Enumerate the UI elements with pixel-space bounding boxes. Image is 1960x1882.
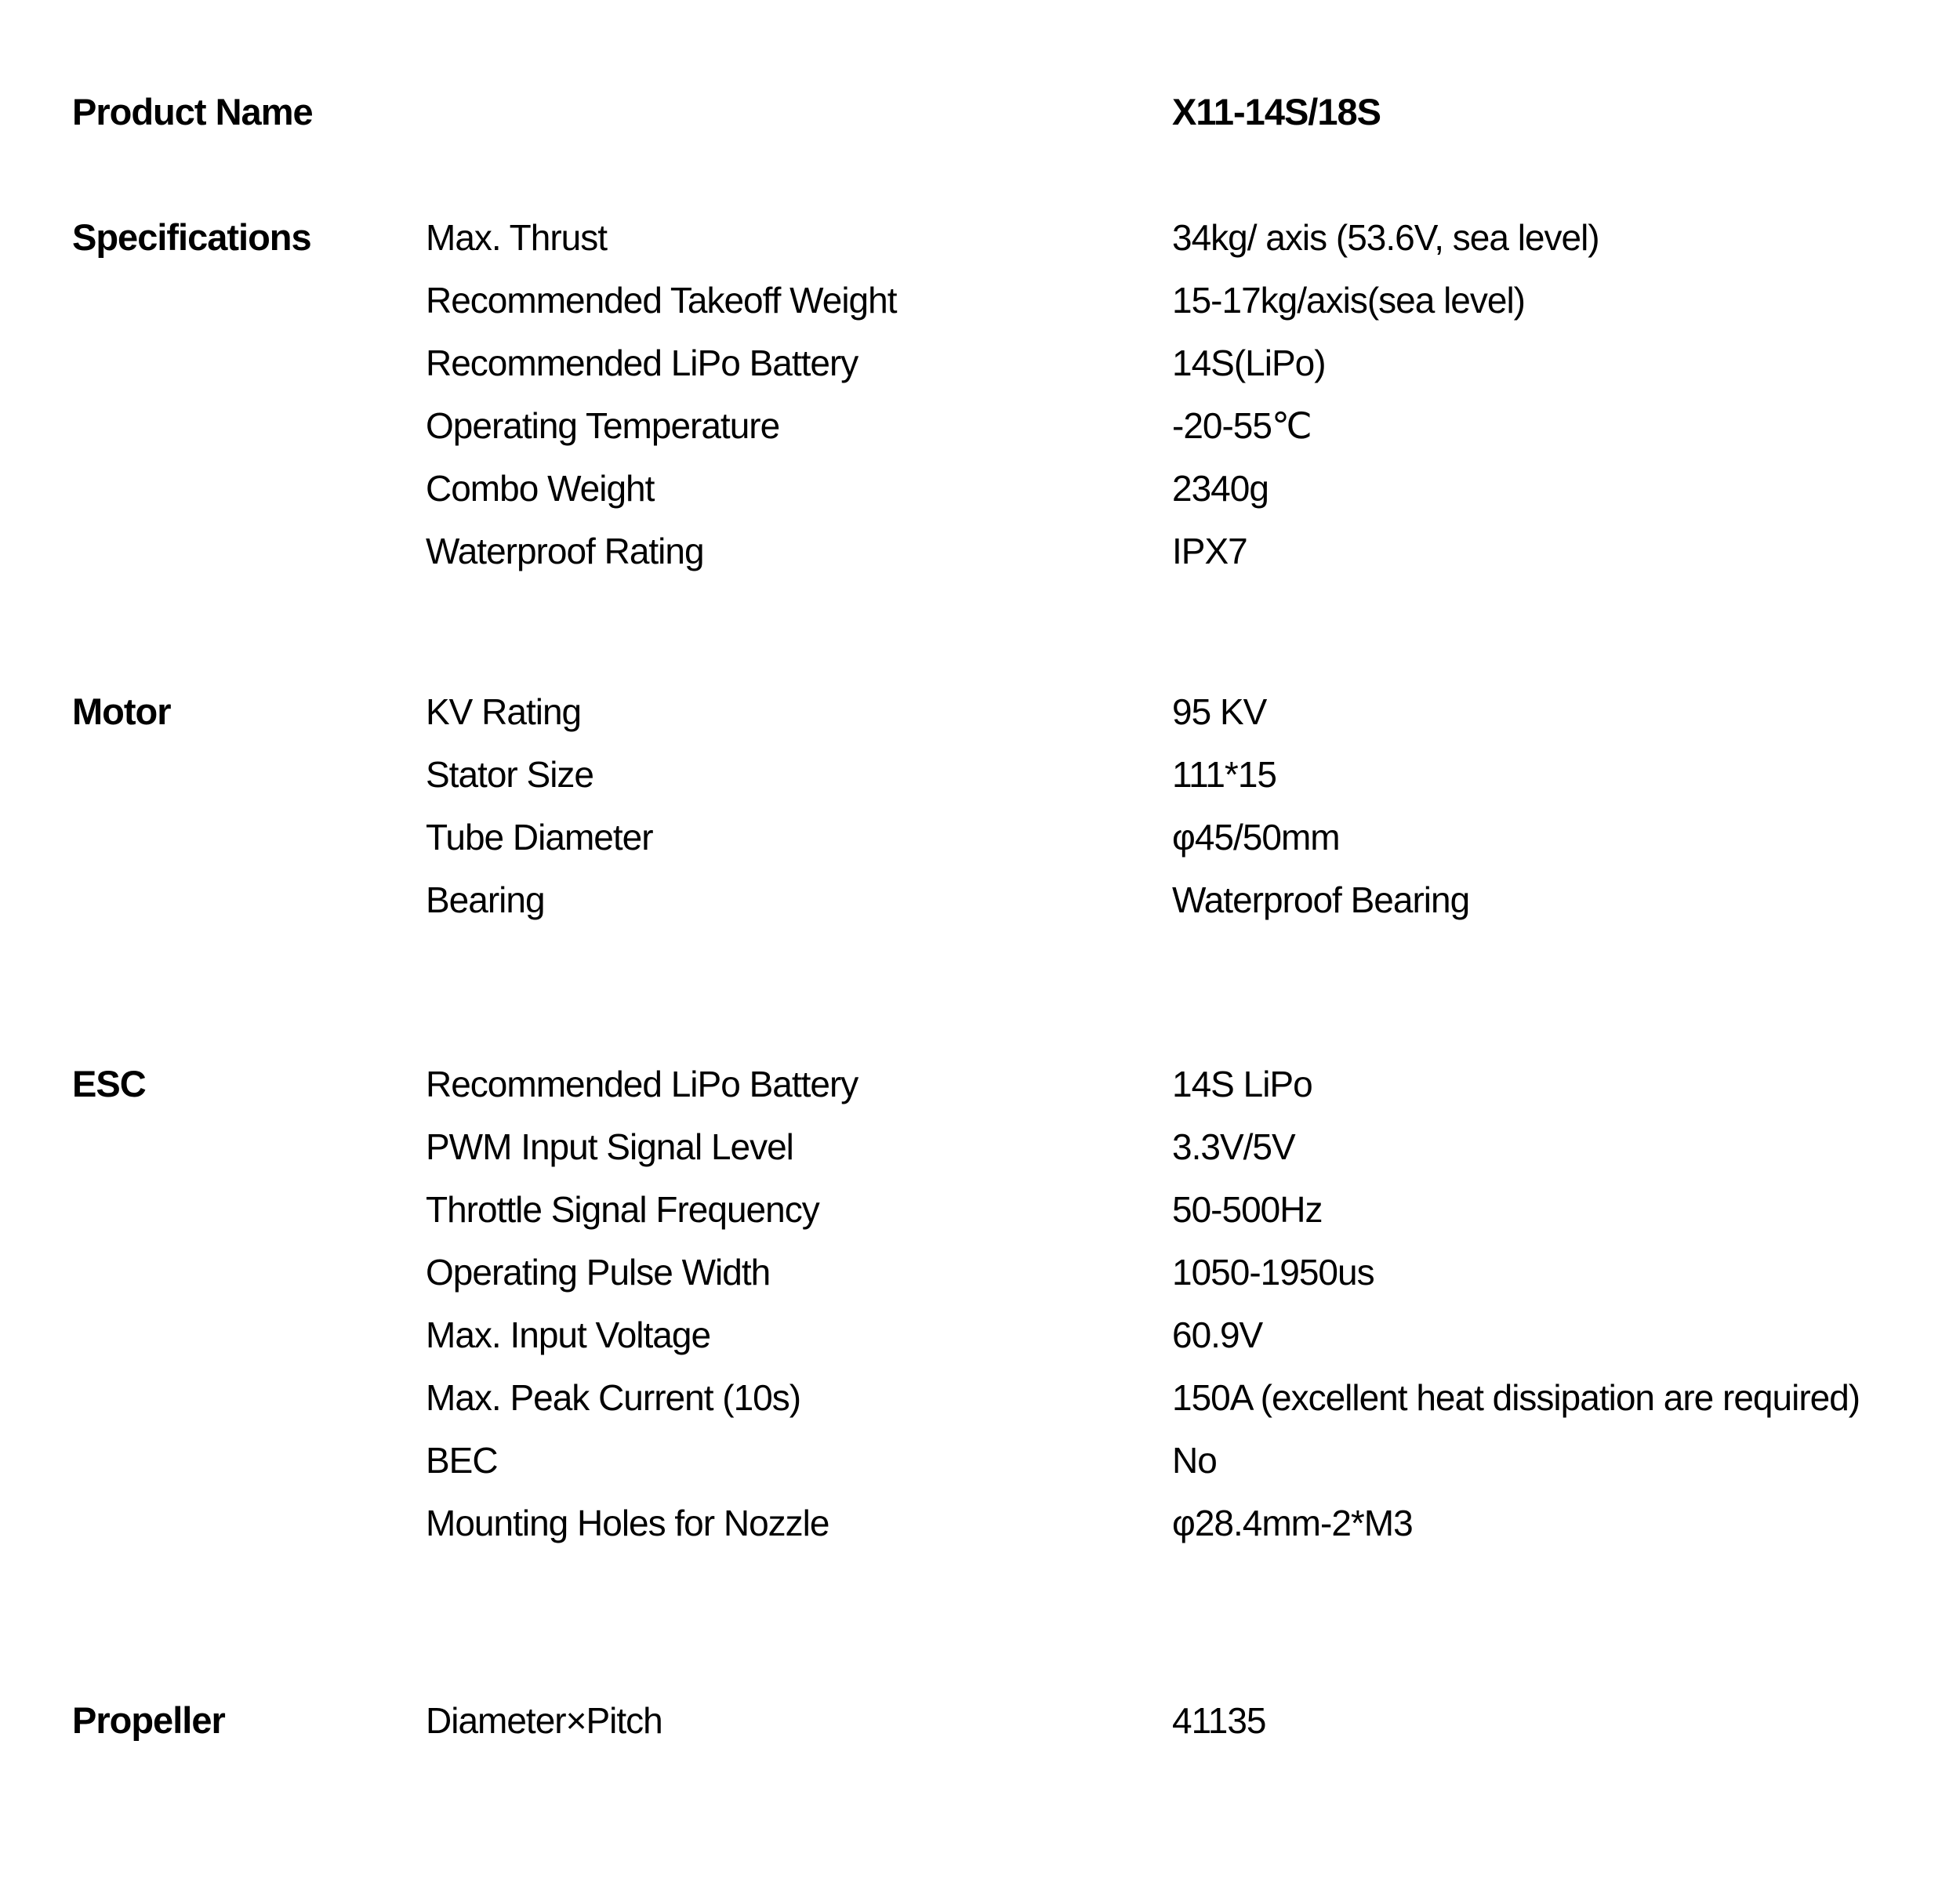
- spec-value: 2340g: [1172, 468, 1269, 509]
- spec-label: Throttle Signal Frequency: [426, 1189, 819, 1230]
- section-title-motor: Motor: [72, 691, 171, 732]
- spec-label: Mounting Holes for Nozzle: [426, 1503, 829, 1543]
- spec-value: 111*15: [1172, 754, 1276, 795]
- spec-row: [0, 1689, 1960, 1752]
- spec-label: Diameter×Pitch: [426, 1700, 662, 1741]
- spec-value: 60.9V: [1172, 1314, 1263, 1355]
- spec-value: 50-500Hz: [1172, 1189, 1323, 1230]
- spec-row: [0, 868, 1960, 931]
- spec-label: Recommended LiPo Battery: [426, 343, 858, 383]
- spec-label: Operating Pulse Width: [426, 1252, 771, 1293]
- spec-row: [0, 1492, 1960, 1554]
- section-title-specifications: Specifications: [72, 216, 311, 258]
- product-name-row: [0, 81, 1960, 143]
- spec-label: Bearing: [426, 879, 545, 920]
- spec-label: Recommended LiPo Battery: [426, 1064, 858, 1104]
- product-name-value: X11-14S/18S: [1172, 91, 1381, 132]
- spec-row: [0, 520, 1960, 582]
- spec-label: Max. Peak Current (10s): [426, 1377, 801, 1418]
- spec-row: [0, 206, 1960, 269]
- spec-row: [0, 1304, 1960, 1366]
- spec-label: Stator Size: [426, 754, 593, 795]
- spec-value: 14S LiPo: [1172, 1064, 1312, 1104]
- product-name-label: Product Name: [72, 91, 313, 132]
- spec-value: 95 KV: [1172, 691, 1267, 732]
- spec-label: Max. Thrust: [426, 217, 607, 258]
- spec-value: 34kg/ axis (53.6V, sea level): [1172, 217, 1599, 258]
- spec-value: No: [1172, 1440, 1217, 1481]
- spec-label: PWM Input Signal Level: [426, 1126, 793, 1167]
- section-title-propeller: Propeller: [72, 1699, 225, 1741]
- spec-label: Max. Input Voltage: [426, 1314, 711, 1355]
- spec-label: Tube Diameter: [426, 817, 653, 858]
- spec-value: φ45/50mm: [1172, 817, 1340, 858]
- spec-row: [0, 457, 1960, 520]
- spec-value: φ28.4mm-2*M3: [1172, 1503, 1413, 1543]
- spec-row: [0, 1053, 1960, 1115]
- spec-row: [0, 1115, 1960, 1178]
- spec-label: BEC: [426, 1440, 498, 1481]
- spec-label: Recommended Takeoff Weight: [426, 280, 897, 321]
- spec-value: Waterproof Bearing: [1172, 879, 1470, 920]
- spec-row: [0, 743, 1960, 806]
- spec-value: 150A (excellent heat dissipation are required): [1172, 1377, 1860, 1418]
- spec-row: [0, 1241, 1960, 1304]
- spec-label: KV Rating: [426, 691, 582, 732]
- spec-value: 15-17kg/axis(sea level): [1172, 280, 1526, 321]
- spec-row: [0, 1429, 1960, 1492]
- spec-label: Waterproof Rating: [426, 531, 704, 571]
- spec-row: [0, 269, 1960, 332]
- spec-row: [0, 680, 1960, 743]
- spec-value: -20-55℃: [1172, 405, 1312, 446]
- spec-row: [0, 1178, 1960, 1241]
- spec-value: 41135: [1172, 1700, 1266, 1741]
- section-title-esc: ESC: [72, 1063, 146, 1104]
- spec-value: 3.3V/5V: [1172, 1126, 1295, 1167]
- spec-row: [0, 806, 1960, 868]
- spec-row: [0, 394, 1960, 457]
- spec-row: [0, 332, 1960, 394]
- spec-label: Operating Temperature: [426, 405, 780, 446]
- spec-value: IPX7: [1172, 531, 1247, 571]
- spec-row: [0, 1366, 1960, 1429]
- spec-label: Combo Weight: [426, 468, 655, 509]
- spec-value: 1050-1950us: [1172, 1252, 1374, 1293]
- spec-value: 14S(LiPo): [1172, 343, 1326, 383]
